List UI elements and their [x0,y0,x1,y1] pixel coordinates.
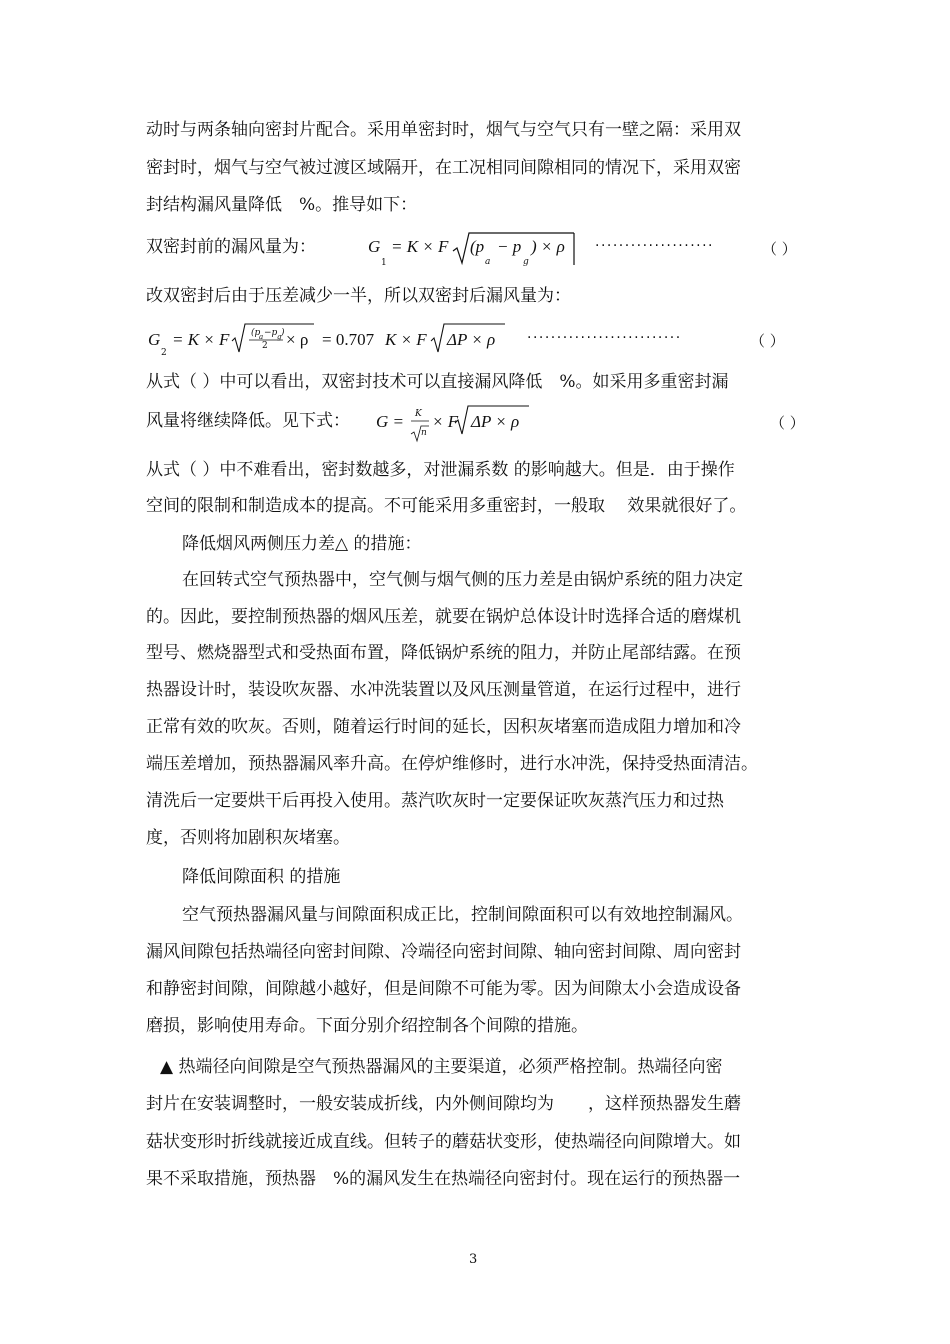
text-line: 清洗后一定要烘干后再投入使用。蒸汽吹灰时一定要保证吹灰蒸汽压力和过热 [146,791,724,811]
text-line: 端压差增加，预热器漏风率升高。在停炉维修时，进行水冲洗，保持受热面清洁。 [146,754,758,774]
text-line: 双密封前的漏风量为： [146,237,316,257]
text-line: 封结构漏风量降低 %。推导如下： [146,195,418,215]
eq2-sub: 2 [161,348,167,358]
section-heading: 降低烟风两侧压力差△ 的措施： [182,534,422,554]
equation-number: （ ） [762,240,797,258]
text-line: 在回转式空气预热器中，空气侧与烟气侧的压力差是由锅炉系统的阻力决定 [182,570,743,590]
text-line: 动时与两条轴向密封片配合。采用单密封时，烟气与空气只有一壁之隔：采用双 [146,120,741,140]
eq3-frac-num: K [415,409,422,419]
eq1-tail: ) × ρ [531,237,565,256]
text-line: 正常有效的吹灰。否则，随着运行时间的延长，因积灰堵塞而造成阻力增加和冷 [146,717,741,737]
leader-dots: ·························· [527,330,682,346]
bullet-line: ▲ 热端径向间隙是空气预热器漏风的主要渠道，必须严格控制。热端径向密 [160,1057,723,1077]
eq2-eq: = 0.707 [322,330,375,349]
leader-dots: ···················· [595,238,715,254]
eq1-sub: 1 [381,258,387,268]
eq1-sub-g: g [523,257,529,267]
eq1-sub-a: a [485,257,491,267]
eq3-rad: ΔP × ρ [471,412,520,431]
equation-number: （ ） [770,414,805,432]
eq3-lhs: G = [376,412,404,431]
eq1-lhs: G [368,237,381,256]
eq2-rad-tail: × ρ [286,330,309,349]
equation-number: （ ） [750,332,785,350]
page-number: 3 [469,1252,478,1267]
eq2-frac-num-mid: −p [264,328,278,338]
eq3-frac-den: n [421,428,427,438]
eq2-rhs: = K × F [172,330,230,349]
text-line: 度，否则将加剧积灰堵塞。 [146,828,350,848]
text-line: 改双密封后由于压差减少一半，所以双密封后漏风量为： [146,286,571,306]
text-line: 空间的限制和制造成本的提高。不可能采用多重密封，一般取 效果就很好了。 [146,496,747,516]
text-line: 和静密封间隙，间隙越小越好，但是间隙不可能为零。因为间隙太小会造成设备 [146,979,741,999]
eq2-frac-num-g: g [277,333,282,341]
text-line: 封片在安装调整时，一般安装成折线，内外侧间隙均为 ，这样预热器发生蘑 [146,1094,741,1114]
eq2-frac-den: 2 [262,341,268,351]
eq2-rad2: ΔP × ρ [447,330,496,349]
text-line: 空气预热器漏风量与间隙面积成正比，控制间隙面积可以有效地控制漏风。 [182,905,743,925]
eq2-frac-num: (p [251,328,261,338]
eq2-lhs: G [148,330,161,349]
eq2-kf: K × F [385,330,427,349]
eq2-frac-num-end: ) [281,328,285,338]
section-heading: 降低间隙面积 的措施 [182,867,341,887]
eq1-inner: (p [470,237,485,256]
text-line: 从式（ ）中可以看出，双密封技术可以直接漏风降低 %。如采用多重密封漏 [146,372,729,392]
eq1-minus: − p [497,237,522,256]
text-line: 从式（ ）中不难看出，密封数越多，对泄漏系数 的影响越大。但是．由于操作 [146,460,735,480]
text-line: 风量将继续降低。见下式： [146,411,350,431]
text-line: 密封时，烟气与空气被过渡区域隔开，在工况相同间隙相同的情况下，采用双密 [146,158,741,178]
text-line: 热器设计时，装设吹灰器、水冲洗装置以及风压测量管道，在运行过程中，进行 [146,680,741,700]
text-line: 漏风间隙包括热端径向密封间隙、冷端径向密封间隙、轴向密封间隙、周向密封 [146,942,741,962]
text-line: 果不采取措施，预热器 %的漏风发生在热端径向密封付。现在运行的预热器一 [146,1169,741,1189]
frac-radical [409,420,431,444]
eq3-rhs: × F [432,412,459,431]
text-line: 型号、燃烧器型式和受热面布置，降低锅炉系统的阻力，并防止尾部结露。在预 [146,643,741,663]
eq2-frac-num-a: a [259,333,264,341]
text-line: 菇状变形时折线就接近成直线。但转子的蘑菇状变形，使热端径向间隙增大。如 [146,1132,741,1152]
text-line: 磨损，影响使用寿命。下面分别介绍控制各个间隙的措施。 [146,1016,588,1036]
eq1-rhs: = K × F [391,237,449,256]
text-line: 的。因此，要控制预热器的烟风压差，就要在锅炉总体设计时选择合适的磨煤机 [146,607,741,627]
